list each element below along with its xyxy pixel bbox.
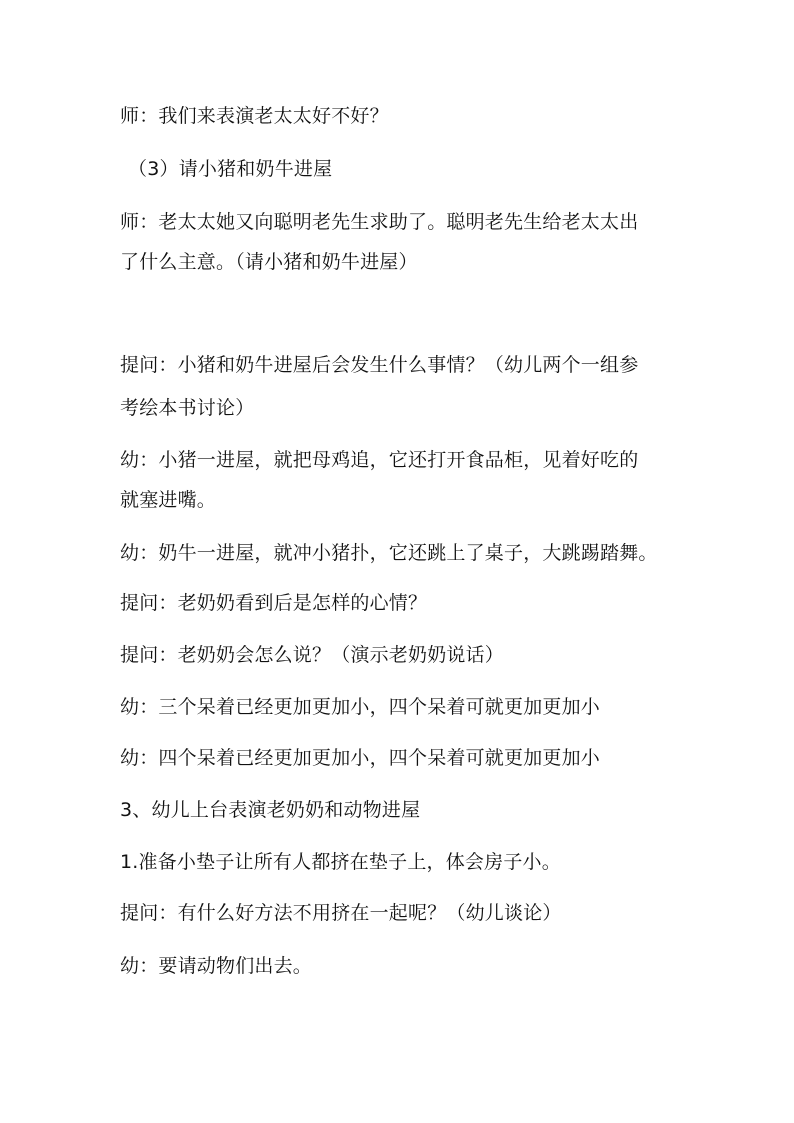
line-child-pig: 幼：小猪一进屋，就把母鸡追，它还打开食品柜，见着好吃的 [120, 449, 639, 471]
line-child-ask-out: 幼：要请动物们出去。 [120, 955, 313, 977]
line-question-enter-cont: 考绘本书讨论） [120, 397, 255, 419]
line-child-pig-cont: 就塞进嘴。 [120, 489, 217, 511]
line-teacher-help-cont: 了什么主意。（请小猪和奶牛进屋） [120, 251, 418, 273]
line-child-four: 幼：四个呆着已经更加更加小，四个呆着可就更加更加小 [120, 747, 601, 769]
line-question-mood: 提问：老奶奶看到后是怎样的心情？ [120, 592, 428, 614]
line-teacher-performance: 师：我们来表演老太太好不好？ [120, 105, 389, 127]
line-question-enter: 提问：小猪和奶牛进屋后会发生什么事情？（幼儿两个一组参 [120, 354, 639, 376]
line-item-1-mat: 1.准备小垫子让所有人都挤在垫子上，体会房子小。 [120, 851, 561, 873]
line-section-3: （3）请小猪和奶牛进屋 [128, 158, 333, 180]
line-child-cow: 幼：奶牛一进屋，就冲小猪扑，它还跳上了桌子，大跳踢踏舞。 [120, 542, 658, 564]
line-teacher-help: 师：老太太她又向聪明老先生求助了。聪明老先生给老太太出 [120, 211, 639, 233]
line-child-three: 幼：三个呆着已经更加更加小，四个呆着可就更加更加小 [120, 696, 601, 718]
line-section-3-perform: 3、幼儿上台表演老奶奶和动物进屋 [120, 799, 421, 821]
line-question-method: 提问：有什么好方法不用挤在一起呢？（幼儿谈论） [120, 902, 562, 924]
line-question-say: 提问：老奶奶会怎么说？（演示老奶奶说话） [120, 644, 505, 666]
